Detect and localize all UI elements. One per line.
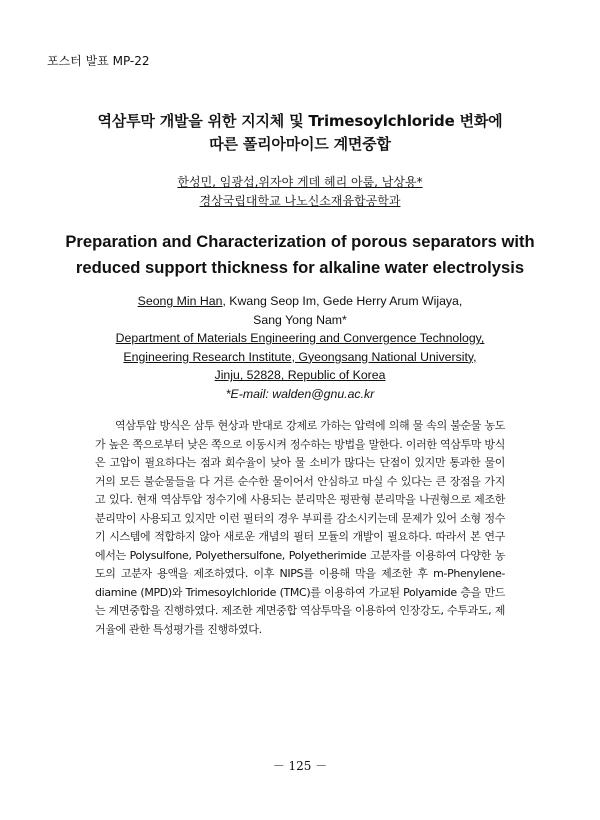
affiliation-text-1: Department of Materials Engineering and Convergence Technology,	[115, 331, 485, 346]
english-author-block	[0, 292, 600, 404]
korean-authors	[0, 173, 600, 192]
english-authors-line-1	[0, 292, 600, 311]
english-title-line-2: reduced support thickness for alkaline water electrolysis	[75, 258, 525, 277]
korean-affiliation-text: 경상국립대학교 나노신소재융합공학과	[199, 194, 401, 208]
corresponding-email: *E-mail: walden@gnu.ac.kr	[225, 386, 375, 401]
korean-title	[0, 110, 600, 156]
korean-authors-text: 한성민, 임광섭,위자야 게데 헤리 아룸, 남상용*	[177, 175, 423, 189]
page-number: － 125 －	[272, 759, 328, 773]
english-title	[0, 229, 600, 281]
english-affiliation-line-3	[0, 366, 600, 385]
poster-label: 포스터 발표 MP-22	[47, 54, 150, 68]
abstract-paragraph: 역삼투압 방식은 삼투 현상과 반대로 강제로 가하는 압력에 의해 물 속의 불순물 농도가 높은 쪽으로부터 낮은 쪽으로 이동시켜 정수하는 방법을 말한다. 이러한 역삼투막 방식은 고압이 필요하다는 점과 회수율이 낮아 물 소비가 많다는 단점이 있지만 통과한 물이 거의 모든 불순물들을 다 거른 순수한 물이어서 안심하고 마실 수 있다는 큰 장점을 가지고 있다. 현재 역삼투압 정수기에 사용되는 분리막은 평판형 분리막을 나권형으로 제조한 분리막이 사용되고 있지만 이런 필터의 경우 부피를 감소시키는데 문제가 있어 소형 정수기 시스템에 적합하지 않아 새로운 개념의 필터 모듈의 개발이 필요하다. 따라서 본 연구에서는 Polysulfone, Polyethersulfone, Polyetherimide 고분자를 이용하여 다양한 농도의 고분자 용액을 제조하였다. 이후 NIPS를 이용해 막을 제조한 후 m-Phenylene-diamine (MPD)와 Trimesoylchloride (TMC)를 이용하여 가교된 Polyamide 층을 만드는 계면중합을 진행하였다. 제조한 계면중합 역삼투막을 이용하여 인장강도, 수투과도, 제거율에 관한 특성평가를 진행하였다.	[95, 419, 505, 636]
english-title-line-1: Preparation and Characterization of porous separators with	[65, 232, 535, 251]
affiliation-text-2: Engineering Research Institute, Gyeongsang National University,	[123, 349, 477, 364]
english-affiliation-line-2	[0, 348, 600, 367]
korean-title-line-2: 따른 폴리아마이드 계면중합	[209, 135, 391, 153]
english-affiliation-line-1	[0, 329, 600, 348]
affiliation-text-3: Jinju, 52828, Republic of Korea	[214, 368, 386, 383]
korean-author-block	[0, 173, 600, 211]
first-author: Seong Min Han	[137, 294, 223, 308]
korean-title-line-1: 역삼투막 개발을 위한 지지체 및 Trimesoylchloride 변화에	[97, 112, 503, 130]
co-authors: , Kwang Seop Im, Gede Herry Arum Wijaya,	[222, 294, 463, 308]
english-authors-line-2: Sang Yong Nam*	[253, 312, 347, 327]
korean-affiliation	[0, 192, 600, 211]
